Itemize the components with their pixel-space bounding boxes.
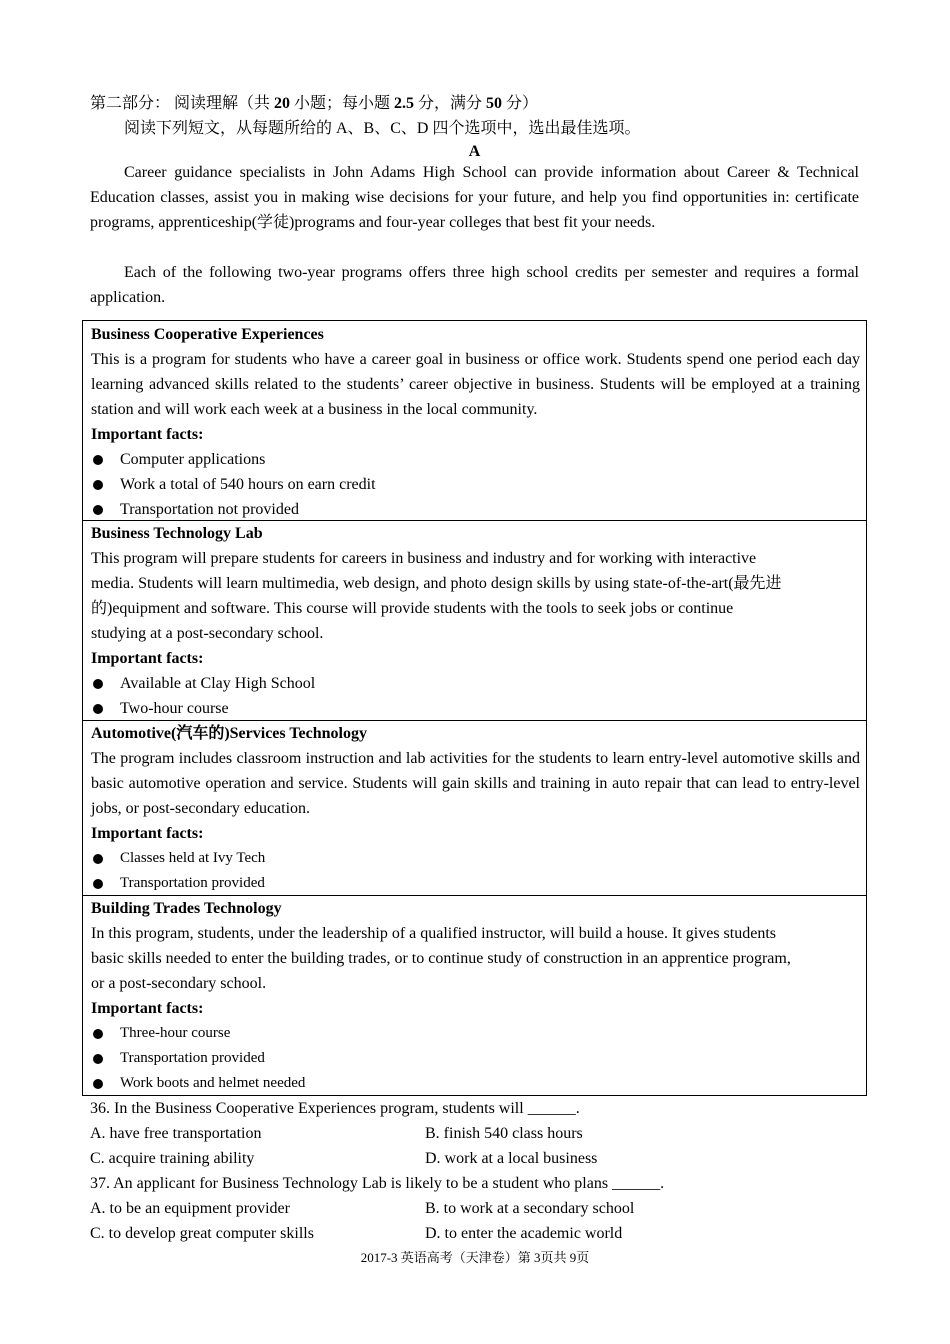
description-line: basic skills needed to enter the building trades, or to continue study of construction in an apprentice program, xyxy=(91,950,791,967)
fact-item xyxy=(91,1046,860,1071)
heading-mid2: 分，满分 xyxy=(414,95,487,112)
bullet-dot-icon xyxy=(93,854,103,864)
fact-item xyxy=(91,671,860,696)
fact-text: Work a total of 540 hours on earn credit xyxy=(120,476,376,493)
fact-item xyxy=(91,871,860,896)
program-description: This is a program for students who have a career goal in business or office work. Students spend one period each day learning advanced skills related to the students’ career objective in business. Students will be employed at a training station and will work each week at a business in the local community. xyxy=(91,351,860,418)
fact-item xyxy=(91,1071,860,1096)
question-36-option-d[interactable]: D. work at a local business xyxy=(425,1150,598,1167)
fact-item xyxy=(91,1021,860,1046)
question-36-stem: 36. In the Business Cooperative Experiences program, students will ______. xyxy=(90,1100,580,1117)
description-line: or a post-secondary school. xyxy=(91,975,267,992)
total-points: 50 xyxy=(486,95,503,112)
program-box-business-cooperative xyxy=(82,320,867,521)
facts-label: Important facts: xyxy=(91,650,204,667)
question-36-option-c[interactable]: C. acquire training ability xyxy=(90,1150,255,1167)
bullet-dot-icon xyxy=(93,1029,103,1039)
fact-text: Three-hour course xyxy=(120,1025,231,1041)
fact-text: Transportation provided xyxy=(120,875,265,891)
program-description xyxy=(91,546,860,646)
description-line: This program will prepare students for careers in business and industry and for working with interactive xyxy=(91,550,757,567)
program-description: The program includes classroom instruction and lab activities for the students to learn entry-level automotive skills and basic automotive operation and service. Students will gain skills and training in auto repair that can lead to entry-level jobs, or post-secondary education. xyxy=(91,750,860,817)
facts-label: Important facts: xyxy=(91,426,204,443)
intro-paragraph-1: Career guidance specialists in John Adams High School can provide information about Career & Technical Education classes, assist you in making wise decisions for your future, and help you find opportunities in: certificate programs, apprenticeship(学徒)programs and four-year colleges that best fit your needs. xyxy=(90,164,859,231)
fact-text: Two-hour course xyxy=(120,700,229,717)
fact-item xyxy=(91,696,860,721)
bullet-dot-icon xyxy=(93,879,103,889)
fact-text: Classes held at Ivy Tech xyxy=(120,850,266,866)
description-line: In this program, students, under the leadership of a qualified instructor, will build a house. It gives students xyxy=(91,925,776,942)
description-line: studying at a post-secondary school. xyxy=(91,625,324,642)
question-37-option-d[interactable]: D. to enter the academic world xyxy=(425,1225,623,1242)
program-box-automotive-services xyxy=(82,720,867,896)
question-37-stem: 37. An applicant for Business Technology Lab is likely to be a student who plans ______. xyxy=(90,1175,665,1192)
fact-item xyxy=(91,447,860,472)
question-37-option-b[interactable]: B. to work at a secondary school xyxy=(425,1200,635,1217)
heading-suffix: 分） xyxy=(502,95,539,112)
section-instruction: 阅读下列短文，从每题所给的 A、B、C、D 四个选项中，选出最佳选项。 xyxy=(124,120,641,137)
program-box-business-technology-lab xyxy=(82,520,867,721)
program-description xyxy=(91,921,860,996)
program-title: Business Cooperative Experiences xyxy=(91,326,324,343)
description-line: 的)equipment and software. This course will provide students with the tools to seek jobs or continue xyxy=(91,600,734,617)
fact-item xyxy=(91,497,860,522)
facts-label: Important facts: xyxy=(91,825,204,842)
fact-text: Transportation provided xyxy=(120,1050,265,1066)
question-36-option-a[interactable]: A. have free transportation xyxy=(90,1125,262,1142)
heading-mid: 小题；每小题 xyxy=(290,95,395,112)
bullet-dot-icon xyxy=(93,455,103,465)
fact-text: Available at Clay High School xyxy=(120,675,316,692)
bullet-dot-icon xyxy=(93,1079,103,1089)
question-count: 20 xyxy=(274,95,291,112)
passage-letter: A xyxy=(468,143,481,160)
section-heading xyxy=(90,91,538,116)
bullet-dot-icon xyxy=(93,1054,103,1064)
question-37-option-c[interactable]: C. to develop great computer skills xyxy=(90,1225,314,1242)
program-title: Business Technology Lab xyxy=(91,525,263,542)
fact-item xyxy=(91,846,860,871)
fact-text: Computer applications xyxy=(120,451,266,468)
bullet-dot-icon xyxy=(93,679,103,689)
bullet-dot-icon xyxy=(93,505,103,515)
question-37-option-a[interactable]: A. to be an equipment provider xyxy=(90,1200,290,1217)
facts-label: Important facts: xyxy=(91,1000,204,1017)
heading-prefix: 第二部分： 阅读理解（共 xyxy=(90,95,275,112)
program-box-building-trades xyxy=(82,895,867,1096)
page-footer: 2017-3 英语高考（天津卷）第 3页共 9页 xyxy=(360,1250,590,1265)
program-title: Automotive(汽车的)Services Technology xyxy=(91,725,367,742)
fact-item xyxy=(91,472,860,497)
description-line: media. Students will learn multimedia, web design, and photo design skills by using state-of-the-art(最先进 xyxy=(91,575,782,592)
intro-paragraph-2: Each of the following two-year programs offers three high school credits per semester and requires a formal application. xyxy=(90,264,859,306)
bullet-dot-icon xyxy=(93,704,103,714)
fact-text: Transportation not provided xyxy=(120,501,299,518)
program-title: Building Trades Technology xyxy=(91,900,282,917)
fact-text: Work boots and helmet needed xyxy=(120,1075,306,1091)
question-36-option-b[interactable]: B. finish 540 class hours xyxy=(425,1125,583,1142)
points-per-question: 2.5 xyxy=(394,95,415,112)
bullet-dot-icon xyxy=(93,480,103,490)
